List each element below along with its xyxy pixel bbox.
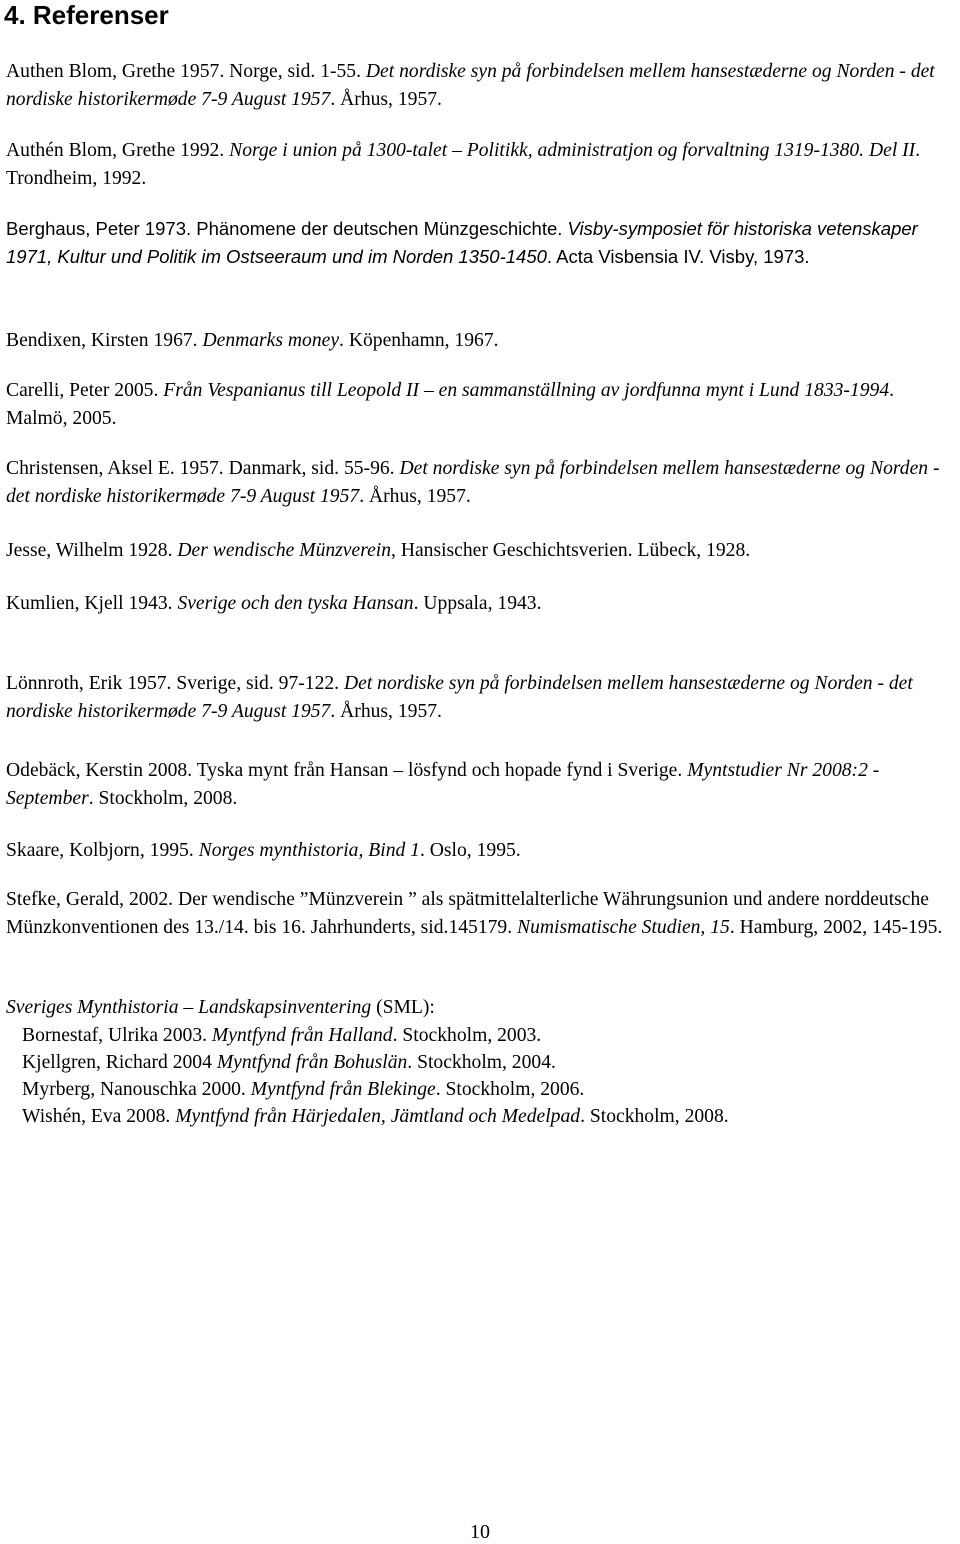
reference-entry: Skaare, Kolbjorn, 1995. Norges mynthistoria, Bind 1. Oslo, 1995. [6, 840, 521, 861]
reference-entry: Stefke, Gerald, 2002. Der wendische ”Münzverein ” als spätmittelalterliche Währungsunion und andere norddeutsche Münzkonventionen des 13./14. bis 16. Jahrhunderts, sid.145179. Numismatische Studien, 15. Hamburg, 2002, 145-195. [6, 889, 943, 938]
reference-entry: Authen Blom, Grethe 1957. Norge, sid. 1-55. Det nordiske syn på forbindelsen mellem hansestæderne og Norden - det nordiske historikermøde 7-9 August 1957. Århus, 1957. [6, 61, 935, 110]
reference-subentry: Kjellgren, Richard 2004 Myntfynd från Bohuslän. Stockholm, 2004. [22, 1052, 556, 1073]
reference-subentry: Wishén, Eva 2008. Myntfynd från Härjedalen, Jämtland och Medelpad. Stockholm, 2008. [22, 1106, 729, 1127]
reference-entry: Authén Blom, Grethe 1992. Norge i union på 1300-talet – Politikk, administratjon og forvaltning 1319-1380. Del II. Trondheim, 1992. [6, 140, 921, 189]
reference-entry: Berghaus, Peter 1973. Phänomene der deutschen Münzgeschichte. Visby-symposiet för historiska vetenskaper 1971, Kultur und Politik im Ostseeraum und im Norden 1350-1450. Acta Visbensia IV. Visby, 1973. [6, 218, 918, 267]
reference-subheading: Sveriges Mynthistoria – Landskapsinventering (SML): [6, 997, 435, 1018]
reference-entry: Kumlien, Kjell 1943. Sverige och den tyska Hansan. Uppsala, 1943. [6, 593, 542, 614]
reference-entry: Christensen, Aksel E. 1957. Danmark, sid. 55-96. Det nordiske syn på forbindelsen mellem hansestæderne og Norden - det nordiske historikermøde 7-9 August 1957. Århus, 1957. [6, 458, 940, 507]
reference-entry: Bendixen, Kirsten 1967. Denmarks money. Köpenhamn, 1967. [6, 330, 499, 351]
page-number: 10 [470, 1521, 490, 1543]
reference-entry: Carelli, Peter 2005. Från Vespanianus till Leopold II – en sammanställning av jordfunna mynt i Lund 1833-1994. Malmö, 2005. [6, 380, 895, 429]
reference-entry: Jesse, Wilhelm 1928. Der wendische Münzverein, Hansischer Geschichtsverien. Lübeck, 1928. [6, 540, 751, 561]
reference-subentry: Myrberg, Nanouschka 2000. Myntfynd från Blekinge. Stockholm, 2006. [22, 1079, 585, 1100]
reference-entry: Lönnroth, Erik 1957. Sverige, sid. 97-122. Det nordiske syn på forbindelsen mellem hansestæderne og Norden - det nordiske historikermøde 7-9 August 1957. Århus, 1957. [6, 673, 913, 722]
section-heading: 4. Referenser [4, 0, 169, 30]
reference-subentry: Bornestaf, Ulrika 2003. Myntfynd från Halland. Stockholm, 2003. [22, 1025, 542, 1046]
reference-entry: Odebäck, Kerstin 2008. Tyska mynt från Hansan – lösfynd och hopade fynd i Sverige. Myntstudier Nr 2008:2 - September. Stockholm, 2008. [6, 760, 880, 809]
